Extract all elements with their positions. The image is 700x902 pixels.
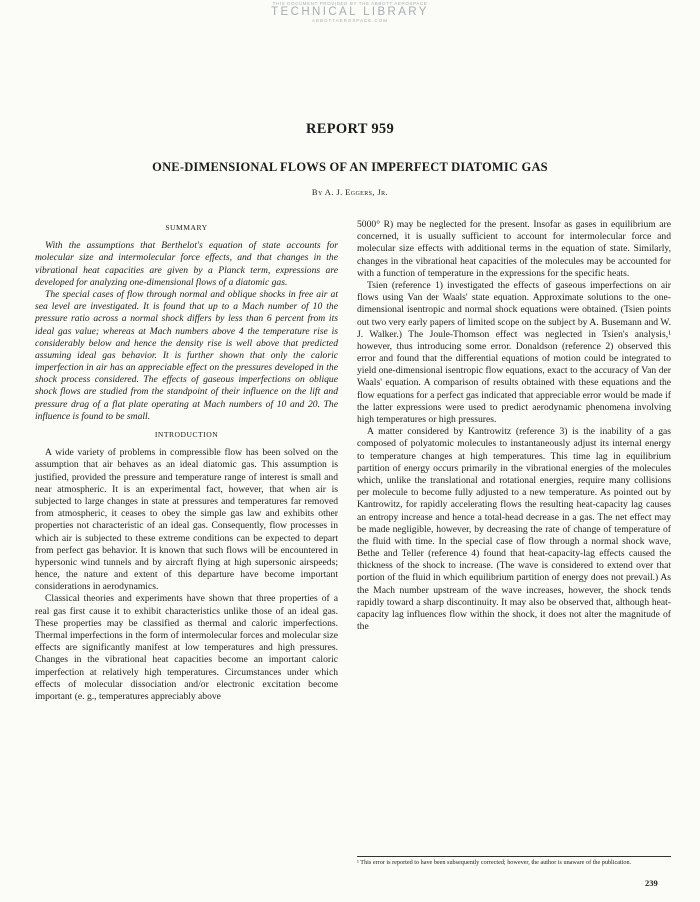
- page-number: 239: [645, 878, 658, 888]
- watermark-subtitle: ABBOTTAEROSPACE.COM: [311, 18, 389, 23]
- watermark-top-line: THIS DOCUMENT PROVIDED BY THE ABBOTT AEROSPACE: [272, 1, 428, 6]
- introduction-heading: INTRODUCTION: [154, 430, 219, 439]
- body-paragraph: A matter considered by Kantrowitz (reference 3) is the inability of a gas composed of polyatomic molecules to instantaneously adjust its internal energy to temperature changes at high temperatures. This time lag in equilibrium partition of energy occurs primarily in the vibrational energies of the molecules which, unlike the translational and rotational energies, require many collisions per molecule to become fully adjusted to a new temperature. As pointed out by Kantrowitz, for rapidly accelerating flows the resulting heat-capacity lag causes an entropy increase and hence a total-head decrease in a gas. The net effect may be made negligible, however, by decreasing the rate of change of temperature of the fluid with time. In the special case of flow through a normal shock wave, Bethe and Teller (reference 4) found that heat-capacity-lag effects caused the thickness of the shock to increase. (The wave is considered to extend over that portion of the fluid in which equilibrium partition of energy does not prevail.) As the Mach number upstream of the wave increases, however, the shock tends rapidly toward a sharp discontinuity. It may also be observed that, although heat-capacity lag influences flow within the shock, it does not alter the magnitude of the: [357, 426, 671, 633]
- footnote: ¹ This error is reported to have been subsequently corrected; however, the author is unaware of the publication.: [357, 859, 632, 866]
- body-paragraph: Tsien (reference 1) investigated the effects of gaseous imperfections on air flows using Van der Waals' state equation. Approximate solutions to the one-dimensional isentropic and normal shock equations were obtained. (Tsien points out two very early papers of limited scope on the subject by A. Busemann and W. J. Walker.) The Joule-Thomson effect was neglected in Tsien's analysis,¹ however, thus introducing some error. Donaldson (reference 2) observed this error and found that the differential equations of motion could be integrated to yield one-dimensional isentropic flow equations, exact to the accuracy of Van der Waals' equation. A comparison of results obtained with these equations and the flow equations for a perfect gas indicated that appreciable error would be made if the latter expressions were used to predict aerodynamic phenomena involving high temperatures or high pressures.: [357, 279, 671, 425]
- byline: By A. J. Eggers, Jr.: [311, 187, 389, 197]
- summary-paragraph: With the assumptions that Berthelot's equation of state accounts for molecular size and intermolecular force effects, and that changes in the vibrational heat capacities are given by a Planck term, expressions are developed for analyzing one-dimensional flows of a diatomic gas.: [35, 240, 338, 288]
- right-column: [357, 219, 671, 633]
- watermark: [0, 1, 700, 23]
- left-column: [35, 219, 338, 703]
- watermark-title: TECHNICAL LIBRARY: [271, 6, 429, 18]
- report-title: REPORT 959: [305, 121, 395, 137]
- body-paragraph: Classical theories and experiments have shown that three properties of a real gas first cause it to exhibit characteristics unlike those of an ideal gas. These properties may be classified as thermal and caloric imperfections. Thermal imperfections in the form of intermolecular forces and molecular size effects are significantly manifest at low temperatures and high pressures. Changes in the vibrational heat capacities become an important caloric imperfection at relatively high temperatures. Circumstances under which effects of molecular dissociation and/or electronic excitation become important (e. g., temperatures appreciably above: [35, 593, 338, 702]
- paper-title: ONE-DIMENSIONAL FLOWS OF AN IMPERFECT DIATOMIC GAS: [152, 160, 548, 174]
- summary-heading: SUMMARY: [165, 223, 208, 232]
- body-paragraph: A wide variety of problems in compressible flow has been solved on the assumption that air behaves as an ideal diatomic gas. This assumption is justified, provided the pressure and temperature range of interest is small and near atmospheric. It is an experimental fact, however, that when air is subjected to large changes in state at pressures and temperatures far removed from atmospheric, it ceases to obey the simple gas law and exhibits other properties not characteristic of an ideal gas. Consequently, flow processes in which air is subjected to these extreme conditions can be expected to depart from perfect gas behavior. It is known that such flows will be encountered in hypersonic wind tunnels and by aircraft flying at high supersonic airspeeds; hence, the nature and extent of this departure have become important considerations in aerodynamics.: [35, 447, 338, 593]
- body-paragraph: 5000° R) may be neglected for the present. Insofar as gases in equilibrium are concerned, it is usually sufficient to account for intermolecular force and molecular size effects with additional terms in the equation of state. Similarly, changes in the vibrational heat capacities of the molecules may be accounted for with a function of temperature in the expressions for the specific heats.: [357, 219, 671, 279]
- footnotes: [357, 856, 671, 867]
- summary-paragraph: The special cases of flow through normal and oblique shocks in free air at sea level are investigated. It is found that up to a Mach number of 10 the pressure ratio across a normal shock differs by less than 6 percent from its ideal gas value; whereas at Mach numbers above 4 the temperature rise is considerably below and hence the density rise is well above that predicted assuming ideal gas behavior. It is further shown that only the caloric imperfection in air has an appreciable effect on the pressures developed in the shock process considered. The effects of gaseous imperfections on oblique shock flows are studied from the standpoint of their influence on the lift and pressure drag of a flat plate operating at Mach numbers of 10 and 20. The influence is found to be small.: [35, 288, 338, 422]
